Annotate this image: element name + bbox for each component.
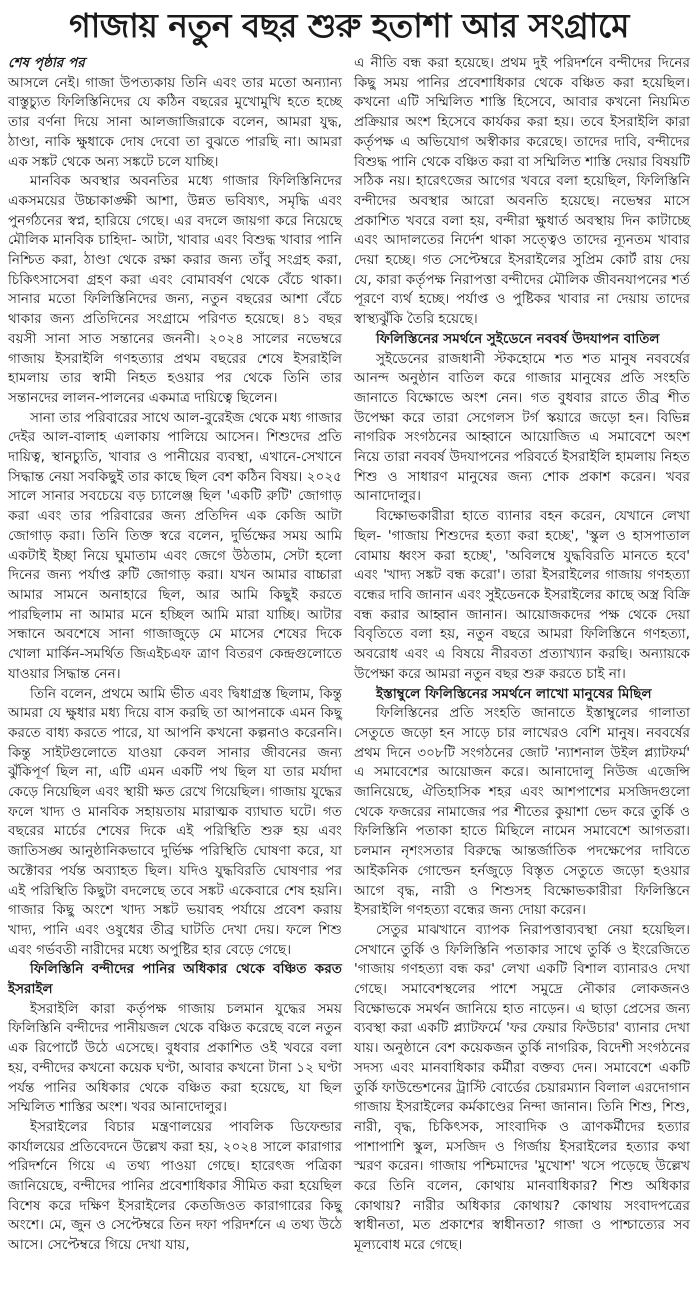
- article-column-left: [8, 54, 342, 1256]
- paragraph: ইসরাইলের বিচার মন্ত্রণালয়ের পাবলিক ডিফেন্ডার কার্যালয়ের প্রতিবেদনে উল্লেখ করা হয়, ২০২৪ সালে কারাগার পরিদর্শনে গিয়ে এ তথ্য পাওয়া গেছে। হারেৎজ পত্রিকা জানিয়েছে, বন্দীদের পানির প্রবেশাধিকার সীমিত করা হয়েছিল বিশেষ করে দক্ষিণ ইসরাইলের কেতজিওত কারাগারের কিছু অংশে। মে, জুন ও সেপ্টেম্বরে তিন দফা পরিদর্শনে এ তথ্য উঠে আসে। সেপ্টেম্বরে গিয়ে দেখা যায়,: [8, 1118, 342, 1254]
- paragraph: আসলে নেই। গাজা উপত্যকায় তিনি এবং তার মতো অন্যান্য বাস্তুচ্যুত ফিলিস্তিনিদের যে কঠিন বছরের মুখোমুখি হতে হচ্ছে তার বর্ণনা দিয়ে সানা আলজাজিরাকে বলেন, আমরা যুদ্ধ, ঠাণ্ডা, নাকি ক্ষুধাকে দোষ দেবো তা বুঝতে পারছি না। আমরা এক সঙ্কট থেকে অন্য সঙ্কটে চলে যাচ্ছি।: [8, 74, 342, 170]
- paragraph: সুইডেনের রাজধানী স্টকহোমে শত শত মানুষ নববর্ষের আনন্দ অনুষ্ঠান বাতিল করে গাজার মানুষের প্রতি সংহতি জানাতে বিক্ষোভে অংশ নেন। গত বুধবার রাতে তীব্র শীত উপেক্ষা করে তারা সেগেলস টর্গ স্কয়ারে জড়ো হন। বিভিন্ন নাগরিক সংগঠনের আহ্বানে আয়োজিত এ সমাবেশে অংশ নিয়ে তারা নববর্ষ উদযাপনের পরিবর্তে ইসরাইলি হামলায় নিহত শিশু ও সাধারণ মানুষের জন্য শোক প্রকাশ করেন। খবর আনাদোলুর।: [354, 350, 690, 505]
- subheading: ইস্তাম্বুলে ফিলিস্তিনের সমর্থনে লাখো মানুষের মিছিল: [376, 685, 652, 702]
- paragraph: তিনি বলেন, প্রথমে আমি ভীত এবং দ্বিধাগ্রস্ত ছিলাম, কিন্তু আমরা যে ক্ষুধার মধ্য দিয়ে বাস করছি তা আপনাকে এমন কিছু করতে বাধ্য করতে পারে, যা আপনি কখনো কল্পনাও করেননি। কিন্তু সাইটগুলোতে যাওয়া কেবল সানার জীবনের জন্য ঝুঁকিপূর্ণ ছিল না, এটি এমন একটি পথ ছিল যা তার মর্যাদা কেড়ে নিয়েছিল এবং স্থায়ী ক্ষত রেখে গিয়েছিল। গাজায় যুদ্ধের ফলে খাদ্য ও মানবিক সহায়তায় মারাত্মক ব্যাঘাত ঘটে। গত বছরের মার্চের শেষের দিকে এই পরিস্থিতি শুরু হয় এবং জাতিসঙ্ঘ আনুষ্ঠানিকভাবে দুর্ভিক্ষ পরিস্থিতি ঘোষণা করে, যা অক্টোবর পর্যন্ত অব্যাহত ছিল। যদিও যুদ্ধবিরতি ঘোষণার পর এই পরিস্থিতি কিছুটা বদলেছে তবে সঙ্কট একেবারে শেষ হয়নি। গাজার কিছু অংশে খাদ্য সঙ্কট ভয়াবহ পর্যায়ে প্রবেশ করায় খাদ্য, পানি এবং ওষুধের তীব্র ঘাটতি দেখা দেয়। ফলে শিশু এবং গর্ভবতী নারীদের মধ্যে অপুষ্টির হার বেড়ে গেছে।: [8, 685, 342, 958]
- paragraph: সানা তার পরিবারের সাথে আল-বুরেইজ থেকে মধ্য গাজার দেইর আল-বালাহ এলাকায় পালিয়ে আসেন। শিশুদের প্রতি দায়িত্ব, স্থানচ্যুতি, খাবার ও পানীয়ের ব্যবস্থা, এখানে-সেখানে সিদ্ধান্ত নেয়া সবকিছুই তার কাছে ছিল বেশ কঠিন বিষয়। ২০২৫ সালে সানার সবচেয়ে বড় চ্যালেঞ্জ ছিল 'একটি রুটি' জোগাড় করা এবং তার পরিবারের জন্য প্রতিদিন এক কেজি আটা জোগাড় করা। তিনি তিক্ত স্বরে বলেন, দুর্ভিক্ষের সময় আমি একটাই ইচ্ছা নিয়ে ঘুমাতাম এবং জেগে উঠতাম, সেটা হলো দিনের জন্য পর্যাপ্ত রুটি জোগাড় করা। যখন আমার বাচ্চারা আমার সামনে অনাহারে ছিল, আর আমি কিছুই করতে পারছিলাম না আমার মনে হচ্ছিল আমি মারা যাচ্ছি। আটার সন্ধানে অবশেষে সানা গাজাজুড়ে মে মাসের শেষের দিকে খোলা মার্কিন-সমর্থিত জিএইচএফ ত্রাণ বিতরণ কেন্দ্রগুলোতে যাওয়ার সিদ্ধান্ত নেন।: [8, 409, 343, 682]
- paragraph: এ নীতি বন্ধ করা হয়েছে। প্রথম দুই পরিদর্শনে বন্দীদের দিনের কিছু সময় পানির প্রবেশাধিকার থেকে বঞ্চিত করা হয়েছিল। কখনো এটি সম্মিলিত শাস্তি হিসেবে, আবার কখনো নিয়মিত প্রক্রিয়ার অংশ হিসেবে কার্যকর করা হয়। তবে ইসরাইলি কারা কর্তৃপক্ষ এ অভিযোগ অস্বীকার করেছে। তাদের দাবি, বন্দীদের বিশুদ্ধ পানি থেকে বঞ্চিত করা বা সম্মিলিত শাস্তি দেয়ার বিষয়টি সঠিক নয়। হারেৎজের আগের খবরে বলা হয়েছিল, ফিলিস্তিনি বন্দীদের অবস্থার আরো অবনতি হয়েছে। নভেম্বর মাসে প্রকাশিত খবরে বলা হয়, বন্দীরা ক্ষুধার্ত অবস্থায় দিন কাটাচ্ছে এবং আদালতের নির্দেশ থাকা সত্ত্বেও তাদের ন্যূনতম খাবার দেয়া হচ্ছে। গত সেপ্টেম্বরে ইসরাইলের সুপ্রিম কোর্ট রায় দেয় যে, কারা কর্তৃপক্ষ নিরাপত্তা বন্দীদের মৌলিক জীবনযাপনের শর্ত পূরণে ব্যর্থ হচ্ছে। পর্যাপ্ত ও পুষ্টিকর খাবার না দেয়ায় তাদের স্বাস্থ্যঝুঁকি তৈরি হয়েছে।: [354, 55, 690, 328]
- article-column-right: [354, 54, 690, 1256]
- paragraph: বিক্ষোভকারীরা হাতে ব্যানার বহন করেন, যেখানে লেখা ছিল- 'গাজায় শিশুদের হত্যা করা হচ্ছে', 'স্কুল ও হাসপাতাল বোমায় ধ্বংস করা হচ্ছে', 'অবিলম্বে যুদ্ধবিরতি মানতে হবে' এবং 'খাদ্য সঙ্কট বন্ধ করো'। তারা ইসরাইলের গাজায় গণহত্যা বন্ধের দাবি জানান এবং সুইডেনকে ইসরাইলের কাছে অস্ত্র বিক্রি বন্ধ করার আহ্বান জানান। আয়োজকদের পক্ষ থেকে দেয়া বিবৃতিতে বলা হয়, নতুন বছরে আমরা ফিলিস্তিনে গণহত্যা, অবরোধ এবং এ বিষয়ে নীরবতা প্রত্যাখ্যান করছি। অন্যায়কে উপেক্ষা করে আমরা নতুন বছর শুরু করতে চাই না।: [354, 508, 690, 682]
- subheading: ফিলিস্তিনি বন্দীদের পানির অধিকার থেকে বঞ্চিত করত ইসরাইল: [8, 961, 342, 998]
- continued-from-label: শেষ পৃষ্ঠার পর: [8, 55, 85, 71]
- headline: গাজায় নতুন বছর শুরু হতাশা আর সংগ্রামে: [69, 6, 629, 45]
- paragraph: সেতুর মাঝখানে ব্যাপক নিরাপত্তাব্যবস্থা নেয়া হয়েছিল। সেখানে তুর্কি ও ফিলিস্তিনি পতাকার সাথে তুর্কি ও ইংরেজিতে 'গাজায় গণহত্যা বন্ধ কর' লেখা একটি বিশাল ব্যানারও দেখা গেছে। সমাবেশস্থলের পাশে সমুদ্রে নৌকার লোকজনও বিক্ষোভকে সমর্থন জানিয়ে হাত নাড়েন। এ ছাড়া প্রেসের জন্য ব্যবস্থা করা একটি প্ল্যাটফর্মে 'ফর ফেয়ার ফিউচার' ব্যানার দেখা যায়। অনুষ্ঠানে বেশ কয়েকজন তুর্কি নাগরিক, বিদেশী সংগঠনের সদস্য এবং মানবাধিকার কর্মীরা বক্তব্য দেন। সমাবেশে একটি তুর্কি ফাউন্ডেশনের ট্রাস্টি বোর্ডের চেয়ারম্যান বিলাল এরদোগান গাজায় ইসরাইলের কর্মকাণ্ডের নিন্দা জানান। তিনি শিশু, শিশু, নারী, বৃদ্ধ, চিকিৎসক, সাংবাদিক ও ত্রাণকর্মীদের হত্যার পাশাপাশি স্কুল, মসজিদ ও গির্জায় ইসরাইলের হত্যার কথা স্মরণ করেন। গাজায় পশ্চিমাদের 'মুখোশ' খসে পড়েছে উল্লেখ করে তিনি বলেন, কোথায় মানবাধিকার? শিশু অধিকার কোথায়? নারীর অধিকার কোথায়? কোথায় সংবাদপত্রের স্বাধীনতা, মত প্রকাশের স্বাধীনতা? গাজা ও পাশ্চাত্যের সব মূল্যবোধ মরে গেছে।: [354, 921, 690, 1254]
- paragraph: ফিলিস্তিনের প্রতি সংহতি জানাতে ইস্তাম্বুলের গালাতা সেতুতে জড়ো হন সাড়ে চার লাখেরও বেশি মানুষ। নববর্ষের প্রথম দিনে ৩০৮টি সংগঠনের জোট 'ন্যাশনাল উইল প্ল্যাটফর্ম' এ সমাবেশের আয়োজন করে। আনাদোলু নিউজ এজেন্সি জানিয়েছে, ঐতিহাসিক শহর এবং আশপাশের মসজিদগুলো থেকে ফজরের নামাজের পর শীতের কুয়াশা ভেদ করে তুর্কি ও ফিলিস্তিনি পতাকা হাতে মিছিলে নামেন সমাবেশে আগতরা। চলমান নৃশংসতার বিরুদ্ধে আন্তর্জাতিক পদক্ষেপের দাবিতে আইকনিক গোল্ডেন হর্নজুড়ে বিস্তৃত সেতুতে জড়ো হওয়ার আগে বৃদ্ধ, নারী ও শিশুসহ বিক্ষোভকারীরা ফিলিস্তিনে ইসরাইলি গণহত্যা বন্ধের জন্য দোয়া করেন।: [354, 705, 690, 919]
- paragraph: ইসরাইলি কারা কর্তৃপক্ষ গাজায় চলমান যুদ্ধের সময় ফিলিস্তিনি বন্দীদের পানীয়জল থেকে বঞ্চিত করেছে বলে নতুন এক রিপোর্টে উঠে এসেছে। বুধবার প্রকাশিত ওই খবরে বলা হয়, বন্দীদের কখনো কয়েক ঘণ্টা, আবার কখনো টানা ১২ ঘণ্টা পর্যন্ত পানির অধিকার থেকে বঞ্চিত করা হয়েছে, যা ছিল সম্মিলিত শাস্তির অংশ। খবর আনাদোলুর।: [8, 1000, 342, 1116]
- paragraph: মানবিক অবস্থার অবনতির মধ্যে গাজার ফিলিস্তিনিদের একসময়ের উচ্চাকাঙ্ক্ষী আশা, উন্নত ভবিষ্যৎ, সমৃদ্ধি এবং পুনর্গঠনের স্বপ্ন, হারিয়ে গেছে। এর বদলে জায়গা করে নিয়েছে মৌলিক মানবিক চাহিদা- আটা, খাবার এবং বিশুদ্ধ খাবার পানি নিশ্চিত করা, ঠাণ্ডা থেকে রক্ষা করার জন্য তাঁবু সংগ্রহ করা, চিকিৎসাসেবা গ্রহণ করা এবং বোমাবর্ষণ থেকে বেঁচে থাকা। সানার মতো ফিলিস্তিনিদের জন্য, নতুন বছরের আশা বেঁচে থাকার জন্য প্রতিদিনের সংগ্রামে পরিণত হয়েছে। ৪১ বছর বয়সী সানা সাত সন্তানের জননী। ২০২৪ সালের নভেম্বরে গাজায় ইসরাইলি গণহত্যার প্রথম বছরের শেষে ইসরাইলি হামলায় তার স্বামী নিহত হওয়ার পর থেকে তিনি তার সন্তানদের লালন-পালনের একমাত্র দায়িত্বে ছিলেন।: [8, 173, 342, 406]
- subheading: ফিলিস্তিনের সমর্থনে সুইডেনে নববর্ষ উদযাপন বাতিল: [376, 330, 660, 347]
